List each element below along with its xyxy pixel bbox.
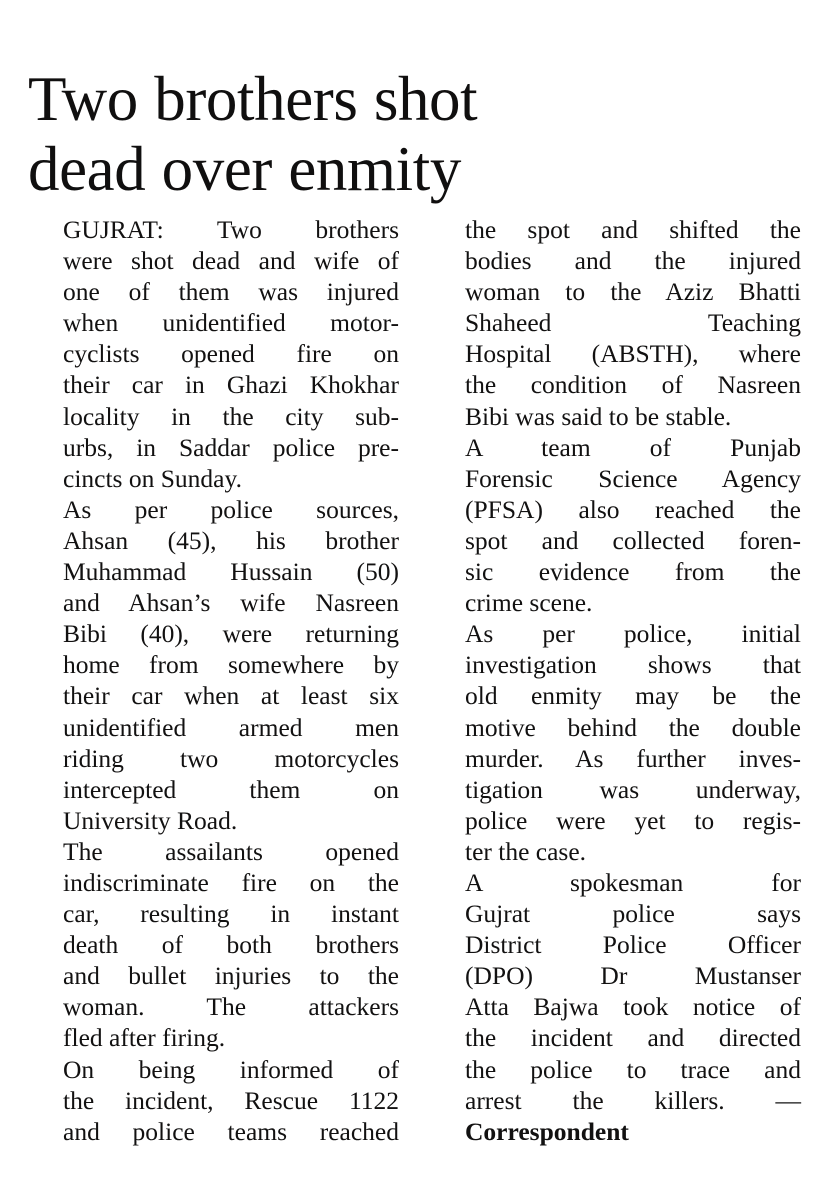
text-line: and police teams reached	[63, 1116, 399, 1146]
text-line: Shaheed Teaching	[465, 308, 801, 338]
text-line: indiscriminate fire on the	[63, 867, 399, 897]
text-line: locality in the city sub-	[63, 401, 399, 431]
text-line: cyclists opened fire on	[63, 339, 399, 369]
text-line: A team of Punjab	[465, 432, 801, 462]
text-line: their car in Ghazi Khokhar	[63, 370, 399, 400]
text-line: when unidentified motor-	[63, 308, 399, 338]
text-line: the spot and shifted the	[465, 215, 801, 244]
text-line: District Police Officer	[465, 930, 801, 960]
text-line: Ahsan (45), his brother	[63, 525, 399, 555]
paragraph-1	[29, 214, 399, 494]
text-line: Hospital (ABSTH), where	[465, 339, 801, 369]
text-line: ter the case.	[465, 836, 587, 866]
text-line: (PFSA) also reached the	[465, 494, 801, 524]
paragraph-2	[29, 494, 399, 836]
text-line: A spokesman for	[465, 867, 801, 897]
headline-line-1: Two brothers shot	[28, 64, 478, 135]
left-column	[29, 214, 399, 1164]
text-line: bodies and the injured	[465, 246, 801, 276]
text-line: police were yet to regis-	[465, 805, 801, 835]
text-line: home from somewhere by	[63, 650, 399, 680]
text-line: and bullet injuries to the	[63, 961, 399, 991]
article-headline	[28, 64, 808, 204]
paragraph-7	[431, 618, 801, 867]
text-line: crime scene.	[465, 588, 593, 618]
text-line: Bibi was said to be stable.	[465, 401, 732, 431]
text-line: Bibi (40), were returning	[63, 619, 399, 649]
text-line: GUJRAT: Two brothers	[63, 215, 399, 244]
text-line: woman. The attackers	[63, 992, 399, 1022]
headline-line-2: dead over enmity	[28, 134, 461, 205]
text-line: the incident and directed	[465, 1023, 801, 1053]
text-line: urbs, in Saddar police pre-	[63, 432, 399, 462]
text-line: cincts on Sunday.	[63, 463, 242, 493]
paragraph-3	[29, 836, 399, 1054]
paragraph-6	[431, 432, 801, 619]
text-line: fled after firing.	[63, 1023, 226, 1053]
text-line: the condition of Nasreen	[465, 370, 801, 400]
text-line: one of them was injured	[63, 277, 399, 307]
article-body	[29, 214, 801, 1164]
text-line: Muhammad Hussain (50)	[63, 557, 399, 587]
text-line: tigation was underway,	[465, 774, 801, 804]
text-line: spot and collected foren-	[465, 525, 801, 555]
text-line: arrest the killers. —	[465, 1085, 801, 1115]
text-line: were shot dead and wife of	[63, 246, 399, 276]
text-line: intercepted them on	[63, 774, 399, 804]
text-line: woman to the Aziz Bhatti	[465, 277, 801, 307]
text-line: and Ahsan’s wife Nasreen	[63, 588, 399, 618]
text-line: motive behind the double	[465, 712, 801, 742]
text-line: Atta Bajwa took notice of	[465, 992, 801, 1022]
text-line: sic evidence from the	[465, 557, 801, 587]
text-line: Forensic Science Agency	[465, 463, 801, 493]
text-line: The assailants opened	[63, 836, 399, 866]
text-line: (DPO) Dr Mustanser	[465, 961, 801, 991]
text-line: investigation shows that	[465, 650, 801, 680]
paragraph-5	[431, 214, 801, 432]
text-line: the incident, Rescue 1122	[63, 1085, 399, 1115]
text-line: the police to trace and	[465, 1054, 801, 1084]
text-line: On being informed of	[63, 1054, 399, 1084]
text-line: unidentified armed men	[63, 712, 399, 742]
paragraph-8	[431, 867, 801, 1147]
text-line: University Road.	[63, 805, 238, 835]
text-line: car, resulting in instant	[63, 899, 399, 929]
text-line: their car when at least six	[63, 681, 399, 711]
text-line: Gujrat police says	[465, 899, 801, 929]
text-line: death of both brothers	[63, 930, 399, 960]
text-line: riding two motorcycles	[63, 743, 399, 773]
text-line: old enmity may be the	[465, 681, 801, 711]
text-line: As per police sources,	[63, 494, 399, 524]
text-line: As per police, initial	[465, 619, 801, 649]
correspondent-byline: Correspondent	[465, 1116, 629, 1146]
text-line: murder. As further inves-	[465, 743, 801, 773]
paragraph-4	[29, 1054, 399, 1147]
right-column	[431, 214, 801, 1164]
